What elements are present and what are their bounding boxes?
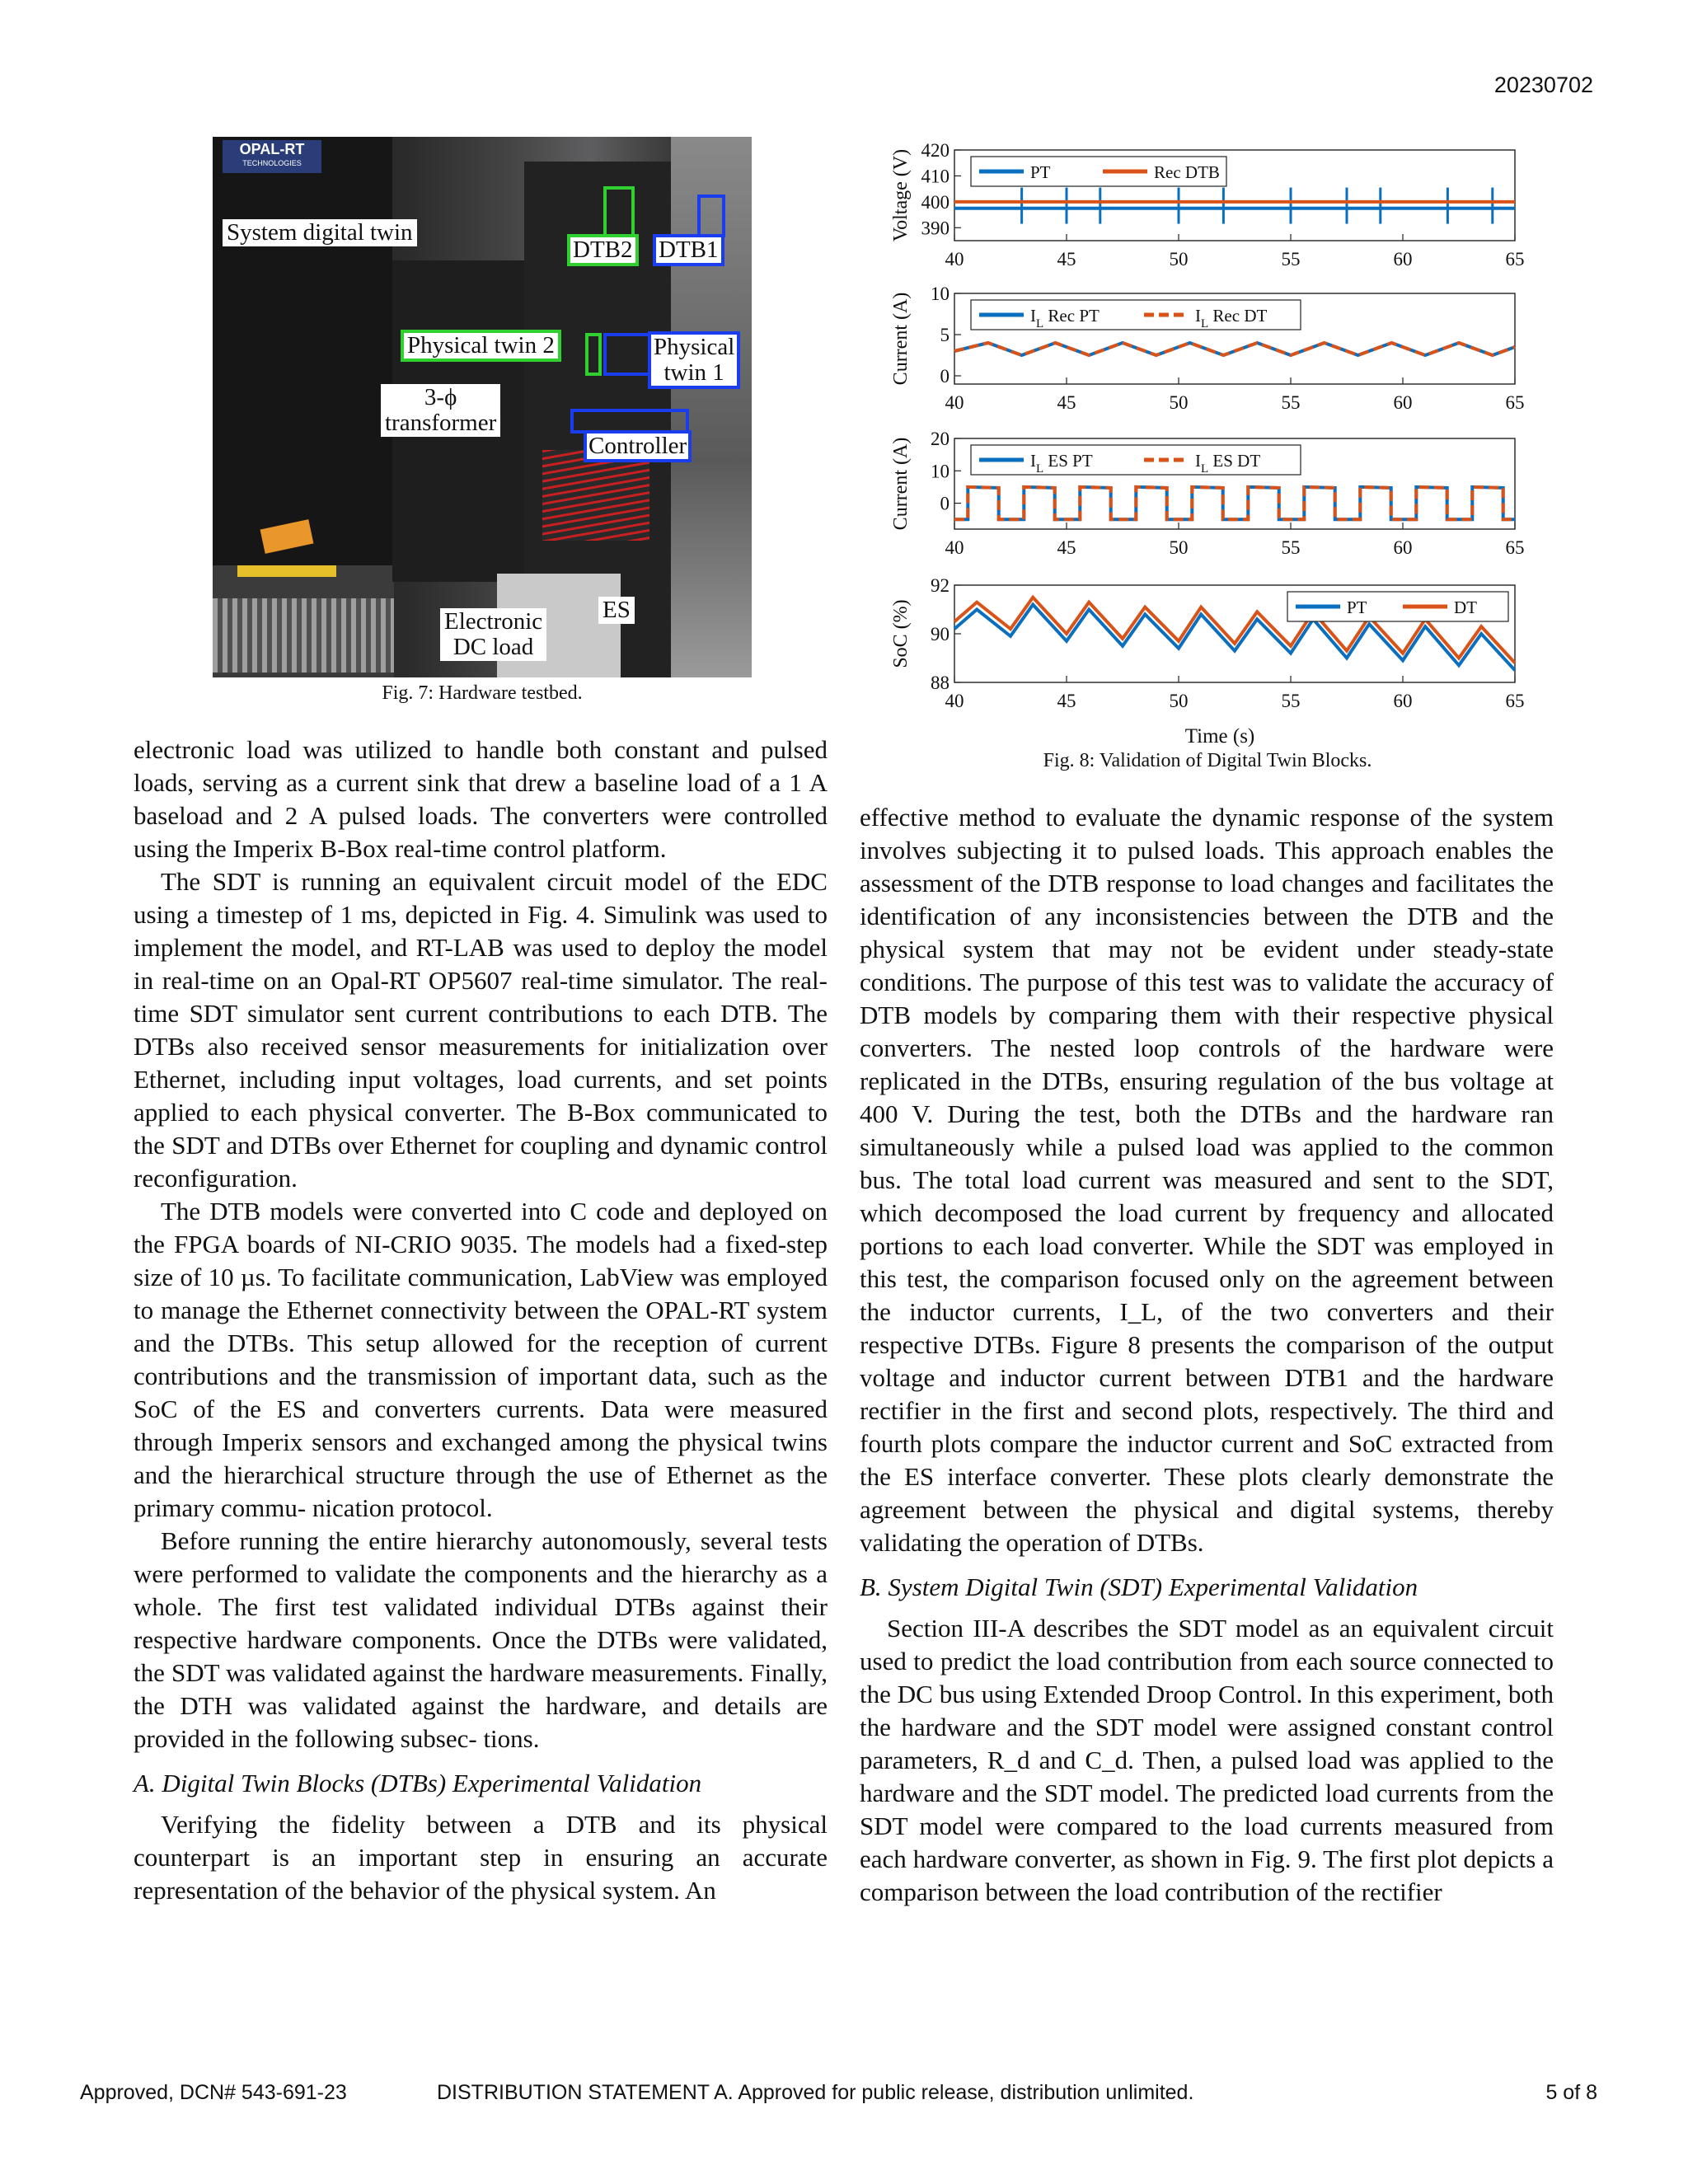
fig8-caption: Fig. 8: Validation of Digital Twin Blocks. xyxy=(1043,750,1372,771)
document-date: 20230702 xyxy=(1493,73,1593,97)
xtick-label-4: 50 xyxy=(1169,691,1189,711)
footer-page-number: 5 of 8 xyxy=(1545,2081,1597,2104)
xtick-label-2: 55 xyxy=(1281,392,1301,413)
xtick-label-1: 55 xyxy=(1281,249,1301,269)
xtick-label-2: 45 xyxy=(1057,392,1076,413)
ytick-label-1: 410 xyxy=(921,166,950,187)
xtick-label-1: 45 xyxy=(1057,249,1076,269)
xtick-label-1: 50 xyxy=(1169,249,1189,269)
ytick-label-1: 400 xyxy=(921,191,950,213)
ylabel-1: Voltage (V) xyxy=(890,148,912,242)
label-dtb2: DTB2 xyxy=(567,234,639,266)
left-paragraph-2: The SDT is running an equivalent circuit model of the EDC using a timestep of 1 ms, depicted in Fig. 4. Simulink was used to implement the model, and RT-LAB was used to deploy the model in real-time on an Opal-RT OP5607 real-time simulator. The real-time SDT simulator sent current contributions to each DTB. The DTBs also received sensor measurements for initialization over Ethernet, including input voltages, load currents, and set points applied to each physical converter. The B-Box communicated to the SDT and DTBs over Ethernet for coupling and dynamic control reconfiguration. xyxy=(134,867,828,1193)
legend-label-4-2: DT xyxy=(1454,598,1477,617)
label-physical-twin-1: Physical twin 1 xyxy=(648,331,740,389)
ytick-label-2: 10 xyxy=(931,284,950,304)
connector-panel xyxy=(213,598,394,673)
fig8-chart xyxy=(890,140,1525,750)
fig8-xlabel: Time (s) xyxy=(1184,725,1255,748)
left-column xyxy=(134,733,828,1907)
legend-label-2-2: $I_L$ Rec DT xyxy=(1195,306,1268,330)
ytick-label-2: 0 xyxy=(940,366,950,387)
left-paragraph-3: The DTB models were converted into C code and deployed on the FPGA boards of NI-CRIO 9035. The models had a fixed-step size of 10 µs. To facilitate communication, LabView was employed to manage the Ethernet connectivity between the OPAL-RT system and the DTBs. This setup allowed for the reception of current contributions and the transmission of important data, such as the SoC of the ES and converters currents. Data were measured through Imperix sensors and exchanged among the physical twins and the hierarchical structure through the use of Ethernet as the primary commu- nication protocol. xyxy=(134,1197,828,1522)
xtick-label-3: 55 xyxy=(1281,537,1301,558)
xtick-label-1: 60 xyxy=(1393,249,1413,269)
fig7-caption: Fig. 7: Hardware testbed. xyxy=(382,682,583,704)
xtick-label-4: 40 xyxy=(945,691,964,711)
xtick-label-1: 65 xyxy=(1505,249,1525,269)
right-column xyxy=(860,801,1554,1909)
ytick-label-4: 88 xyxy=(931,673,950,693)
legend-label-3-2: $I_L$ ES DT xyxy=(1195,451,1261,476)
xtick-label-3: 50 xyxy=(1169,537,1189,558)
dtb1-highlight xyxy=(697,194,725,237)
hardware-testbed-photo xyxy=(213,137,752,677)
xtick-label-2: 65 xyxy=(1505,392,1525,413)
legend-label-1-1: PT xyxy=(1030,162,1051,182)
label-transformer: 3-ϕ transformer xyxy=(381,384,500,437)
xtick-label-2: 50 xyxy=(1169,392,1189,413)
xtick-label-2: 40 xyxy=(945,392,964,413)
xtick-label-2: 60 xyxy=(1393,392,1413,413)
xtick-label-4: 45 xyxy=(1057,691,1076,711)
label-controller: Controller xyxy=(584,430,692,462)
terminal-strip xyxy=(237,565,336,577)
xtick-label-3: 40 xyxy=(945,537,964,558)
footer-approval: Approved, DCN# 543-691-23 xyxy=(80,2081,347,2104)
ytick-label-4: 92 xyxy=(931,575,950,596)
label-es: ES xyxy=(598,597,635,624)
ytick-label-2: 5 xyxy=(940,325,950,345)
series-line-3-1 xyxy=(954,487,1515,519)
opal-rt-logo: OPAL-RT TECHNOLOGIES xyxy=(223,140,321,173)
xtick-label-3: 60 xyxy=(1393,537,1413,558)
xtick-label-3: 45 xyxy=(1057,537,1076,558)
xtick-label-4: 65 xyxy=(1505,691,1525,711)
ylabel-2: Current (A) xyxy=(890,292,912,386)
right-paragraph-1: effective method to evaluate the dynamic response of the system involves subjecting it to pulsed loads. This approach enables the assessment of the DTB response to load changes and facilitates the identification of any inconsistencies between the DTB and the physical system that may not be evident under steady-state conditions. The purpose of this test was to validate the accuracy of DTB models by comparing them with their respective physical converters. The nested loop controls of the hardware were replicated in the DTBs, ensuring regulation of the bus voltage at 400 V. During the test, both the DTBs and the hardware ran simultaneously while a pulsed load was applied to the common bus. The total load current was measured and sent to the SDT, which decomposed the load current by frequency and allocated portions to each load converter. While the SDT was employed in this test, the comparison focused only on the agreement between the inductor currents, I_L, of the two converters and their respective DTBs. Figure 8 presents the comparison of the output voltage and inductor current between DTB1 and the hardware rectifier in the first and second plots, respectively. The third and fourth plots compare the inductor current and SoC extracted from the ES interface converter. These plots clearly demonstrate the agreement between the physical and digital systems, thereby validating the operation of DTBs. xyxy=(860,803,1554,1557)
legend-label-4-1: PT xyxy=(1347,598,1367,617)
label-physical-twin-2: Physical twin 2 xyxy=(401,330,561,362)
xtick-label-4: 55 xyxy=(1281,691,1301,711)
ytick-label-1: 390 xyxy=(921,218,950,239)
left-paragraph-1: electronic load was utilized to handle both constant and pulsed loads, serving as a current sink that drew a baseline load of a 1 A baseload and 2 A pulsed loads. The converters were controlled using the Imperix B-Box real-time control platform. xyxy=(134,735,828,863)
pt2-highlight xyxy=(585,333,602,376)
label-system-digital-twin: System digital twin xyxy=(223,219,417,246)
xtick-label-3: 65 xyxy=(1505,537,1525,558)
ylabel-4: SoC (%) xyxy=(890,599,912,668)
legend-label-1-2: Rec DTB xyxy=(1154,162,1220,182)
label-electronic-dc-load: Electronic DC load xyxy=(440,608,546,661)
xtick-label-1: 40 xyxy=(945,249,964,269)
ylabel-3: Current (A) xyxy=(890,437,912,531)
section-a-heading: A. Digital Twin Blocks (DTBs) Experimental Validation xyxy=(134,1769,702,1797)
ytick-label-3: 0 xyxy=(940,493,950,514)
ytick-label-1: 420 xyxy=(921,140,950,161)
wiring xyxy=(542,450,649,541)
left-paragraph-4: Before running the entire hierarchy autonomously, several tests were performed to validate the components and the hierarchy as a whole. The first test validated individual DTBs against their respective hardware components. Once the DTBs were validated, the SDT was validated against the hardware measurements. Finally, the DTH was validated against the hardware, and details are provided in the following subsec- tions. xyxy=(134,1526,828,1753)
ytick-label-4: 90 xyxy=(931,624,950,644)
section-b-heading: B. System Digital Twin (SDT) Experimental Validation xyxy=(860,1572,1418,1601)
ytick-label-3: 20 xyxy=(931,429,950,449)
legend-label-2-1: $I_L$ Rec PT xyxy=(1030,306,1100,330)
left-paragraph-5: Verifying the fidelity between a DTB and its physical counterpart is an important step in ensuring an accurate representation of the behavior of the physical system. An xyxy=(134,1810,828,1905)
footer-distribution: DISTRIBUTION STATEMENT A. Approved for public release, distribution unlimited. xyxy=(437,2081,1194,2104)
ytick-label-3: 10 xyxy=(931,461,950,482)
right-paragraph-2: Section III-A describes the SDT model as an equivalent circuit used to predict the load contribution from each source connected to the DC bus using Extended Droop Control. In this experiment, both the hardware and the SDT model were assigned constant control parameters, R_d and C_d. Then, a pulsed load was applied to the hardware and the SDT model. The predicted load currents from the SDT model were compared to the load currents measured from each hardware converter, as shown in Fig. 9. The first plot depicts a comparison between the load contribution of the rectifier xyxy=(860,1614,1554,1906)
series-line-3-2 xyxy=(954,487,1515,519)
xtick-label-4: 60 xyxy=(1393,691,1413,711)
label-dtb1: DTB1 xyxy=(653,234,724,266)
legend-label-3-1: $I_L$ ES PT xyxy=(1030,451,1093,476)
